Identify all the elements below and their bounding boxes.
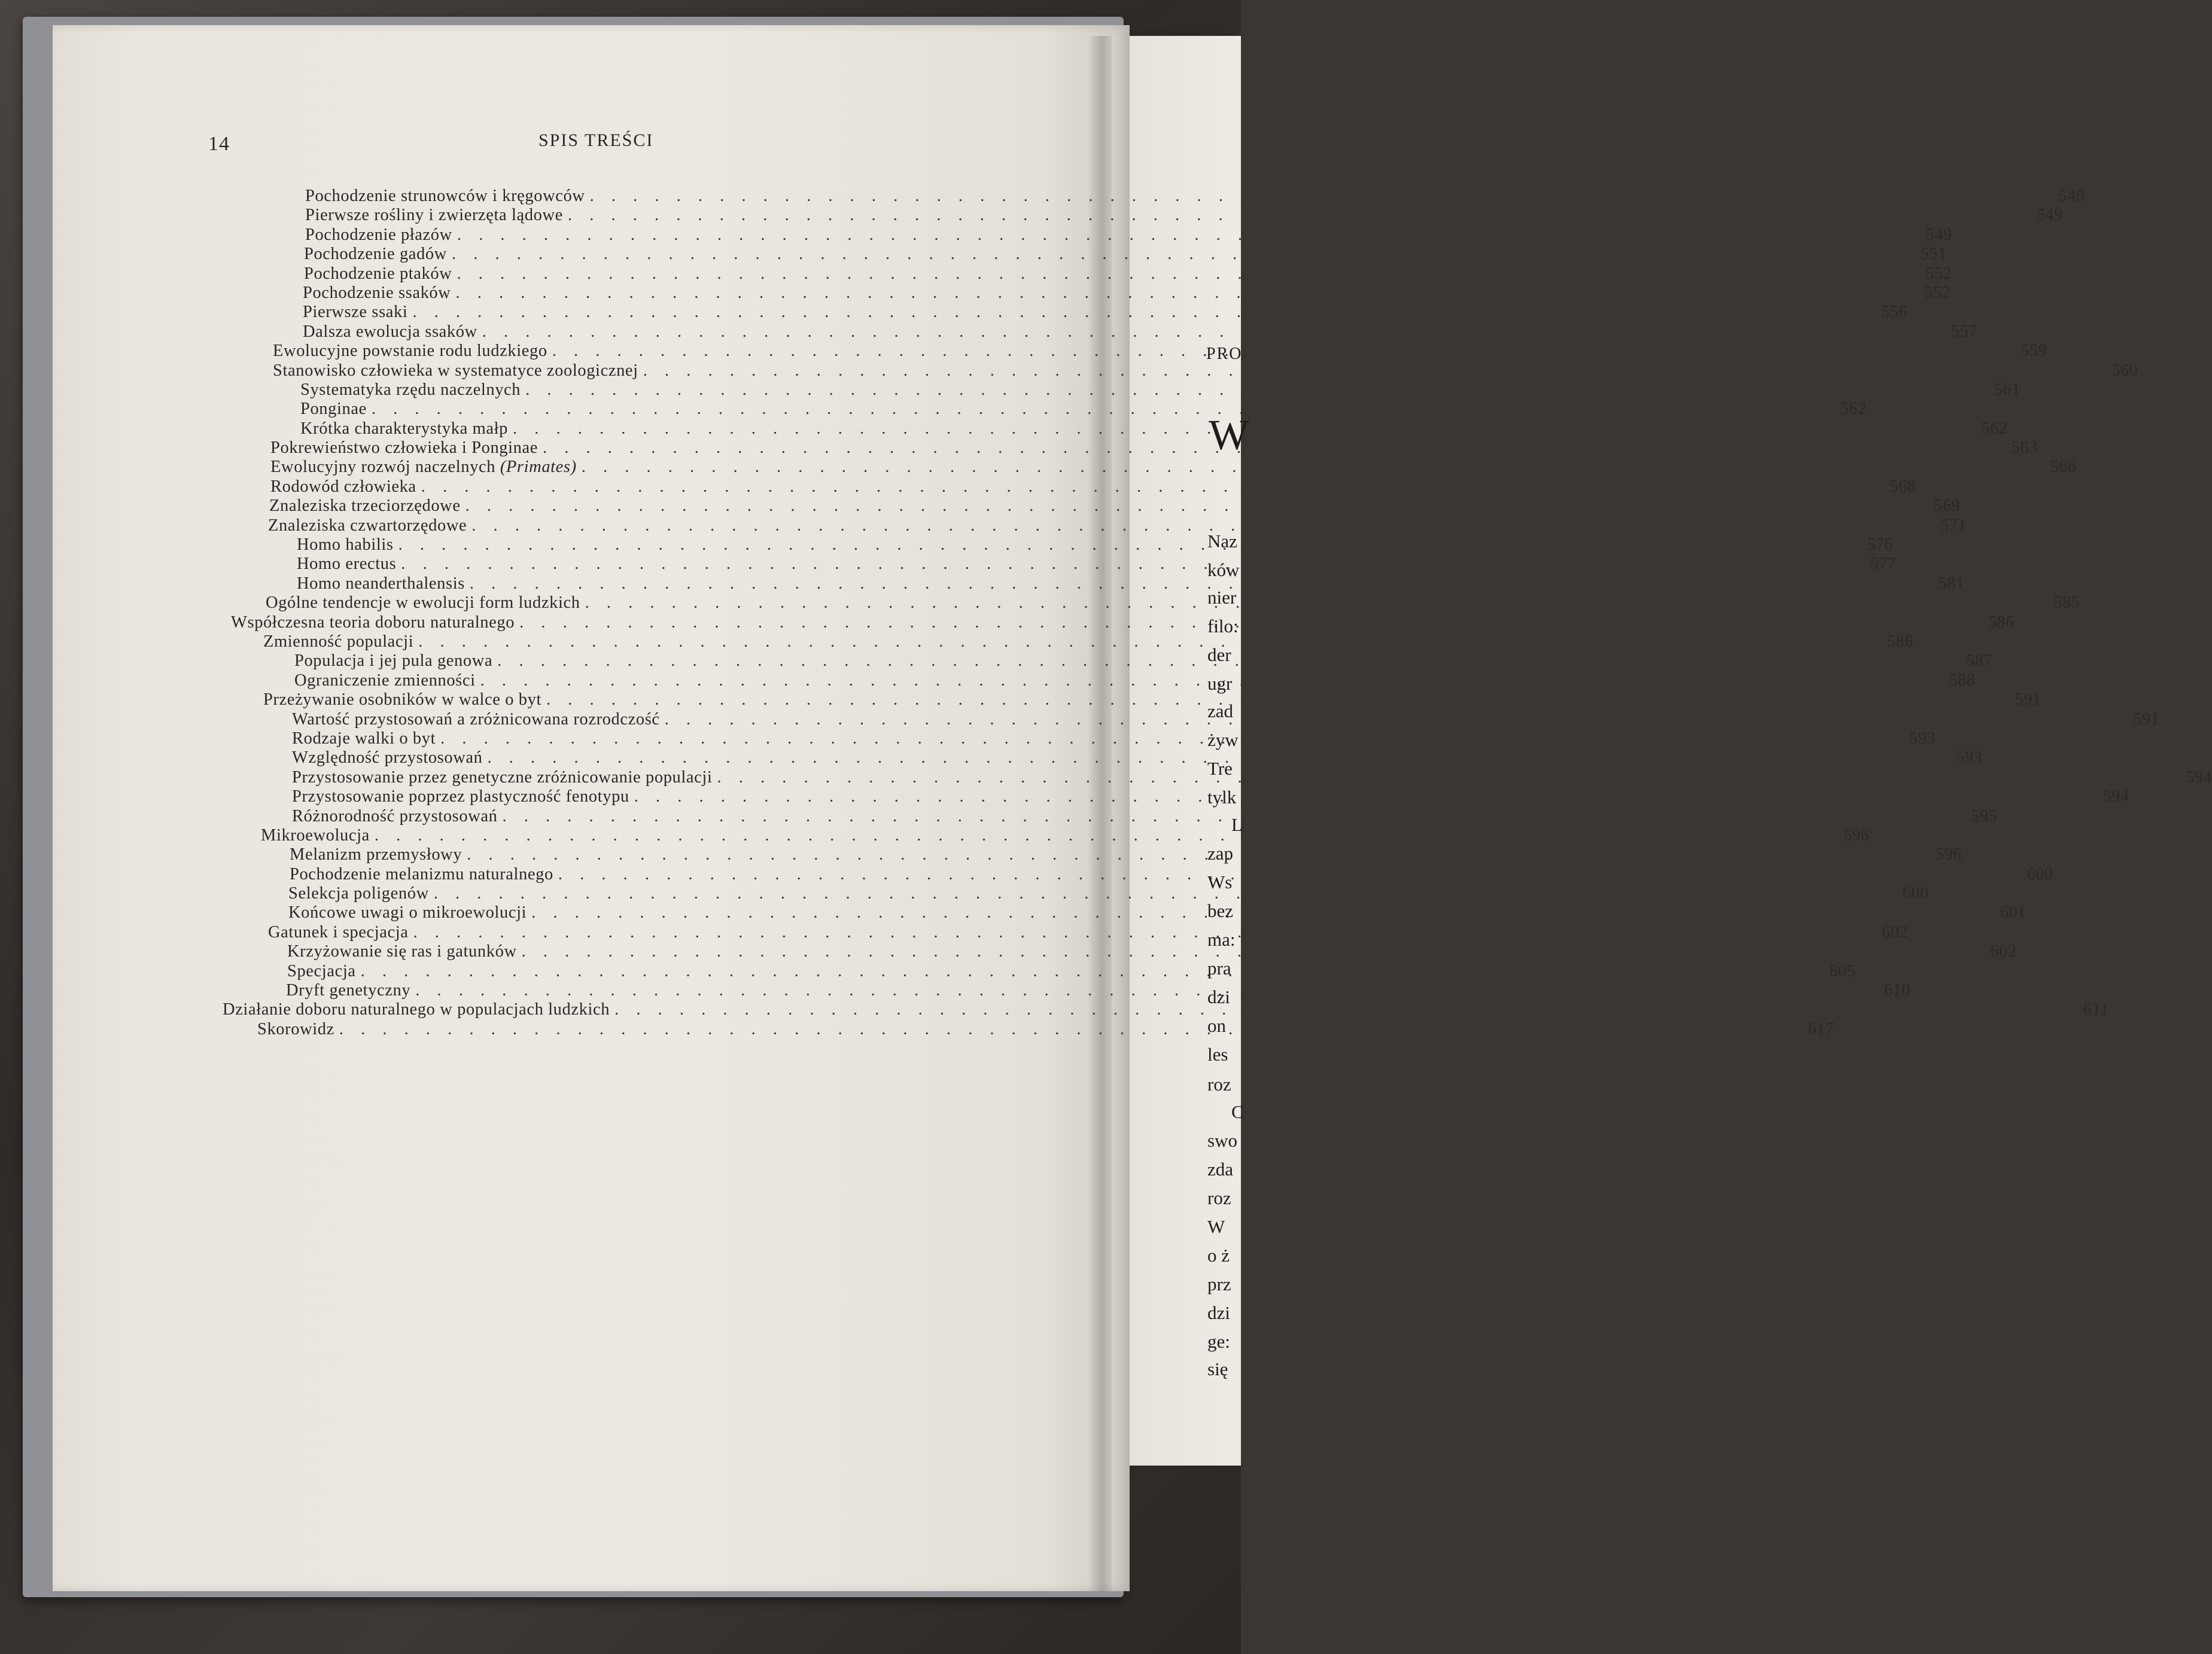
- toc-entry-title: Zmienność populacji: [263, 632, 414, 651]
- dot-leader: [643, 361, 2107, 380]
- dot-leader: [471, 516, 1936, 535]
- dot-leader: [552, 342, 2016, 361]
- toc-entry-page: 586: [1887, 632, 1913, 651]
- toc-entry: [0, 419, 2008, 438]
- toc-entry-title: Pokrewieństwo człowieka i Ponginae: [270, 438, 538, 458]
- right-page-line: dzi: [1207, 1302, 1230, 1323]
- toc-entry-page: 593: [1956, 748, 1983, 767]
- dot-leader: [546, 690, 2010, 709]
- right-page-line: der: [1207, 644, 1231, 665]
- toc-entry-page: 596: [1843, 826, 1870, 845]
- page-number: 14: [208, 133, 230, 155]
- dot-leader: [415, 981, 1879, 1000]
- toc-entry-page: 586: [1988, 613, 2015, 632]
- toc-entry-title: Rodzaje walki o byt: [292, 729, 436, 748]
- toc-entry-title: Ewolucyjne powstanie rodu ludzkiego: [273, 342, 547, 361]
- toc-entry-title: Krzyżowanie się ras i gatunków: [287, 942, 517, 961]
- toc-entry-page: 551: [1920, 245, 1947, 264]
- toc-entry-title: Działanie doboru naturalnego w populacjach ludzkich: [223, 1000, 610, 1019]
- dot-leader: [568, 206, 2032, 225]
- toc-entry-title: Rodowód człowieka: [270, 477, 416, 496]
- toc-entry-title: Znaleziska czwartorzędowe: [268, 516, 467, 535]
- dot-leader: [467, 845, 1931, 864]
- right-page-line: prz: [1207, 1274, 1231, 1294]
- right-page-initial: W: [1209, 411, 1249, 459]
- toc-entry: [0, 225, 1952, 245]
- dot-leader: [398, 535, 1863, 555]
- toc-entry: [0, 884, 1929, 903]
- toc-entry: [0, 458, 2077, 477]
- toc-entry: [0, 400, 1867, 419]
- dot-leader: [590, 187, 2054, 206]
- toc-entry-title: Ewolucyjny rozwój naczelnych (Primates): [270, 458, 577, 477]
- toc-entry-title: Populacja i jej pula genowa: [294, 651, 493, 671]
- dot-leader: [525, 380, 1989, 400]
- toc-entry-title: Pierwsze rośliny i zwierzęta lądowe: [305, 206, 563, 225]
- toc-entry-page: 568: [1890, 477, 1916, 496]
- dot-leader: [418, 632, 1882, 651]
- right-page-line: ków: [1207, 559, 1240, 580]
- toc-entry: [0, 632, 1913, 651]
- toc-entry-title: Dalsza ewolucja ssaków: [303, 322, 477, 341]
- toc-entry-title: Wartość przystosowań a zróżnicowana rozrodczość: [292, 709, 660, 729]
- toc-entry-title: Pochodzenie ptaków: [304, 264, 452, 283]
- dot-leader: [482, 322, 1946, 342]
- right-page-line: się: [1207, 1358, 1228, 1379]
- right-page-line: C: [1231, 1101, 1244, 1122]
- toc-entry-page: 559: [2021, 342, 2047, 361]
- toc-entry-page: 605: [1829, 961, 1856, 980]
- toc-entry-title: Względność przystosowań: [292, 748, 483, 767]
- dot-leader: [401, 555, 1865, 574]
- right-page-line: Tre: [1207, 758, 1233, 779]
- toc-entry: [0, 245, 1947, 264]
- toc-entry-title: Pochodzenie ssaków: [303, 283, 451, 302]
- right-page-line: ma:: [1207, 929, 1236, 950]
- toc-entry-page: 566: [2050, 458, 2077, 477]
- dot-leader: [717, 768, 2181, 787]
- dot-leader: [634, 787, 2098, 806]
- toc-entry-page: 557: [1951, 322, 1977, 341]
- toc-entry-page: 562: [1981, 419, 2008, 438]
- right-page-line: les: [1207, 1044, 1228, 1065]
- toc-entry: [0, 322, 1977, 342]
- right-page-line: L: [1231, 814, 1243, 835]
- toc-entry-title-italic: (Primates): [500, 458, 577, 477]
- toc-entry-page: 576: [1867, 535, 1894, 555]
- dot-leader: [452, 245, 1916, 264]
- toc-entry-page: 594: [2103, 787, 2129, 806]
- right-page-line: dzi: [1207, 986, 1230, 1007]
- right-page-line: filo:: [1207, 616, 1239, 636]
- dot-leader: [519, 613, 1983, 632]
- toc-entry-title: Mikroewolucja: [261, 826, 370, 845]
- right-page-line: on: [1207, 1015, 1226, 1036]
- toc-entry-title: Końcowe uwagi o mikroewolucji: [288, 903, 527, 922]
- dot-leader: [421, 477, 1885, 496]
- toc-entry-title: Pochodzenie melanizmu naturalnego: [290, 864, 553, 884]
- toc-entry-page: 569: [1934, 496, 1961, 516]
- right-page-line: żyw: [1207, 729, 1239, 750]
- toc-entry-title: Przystosowanie przez genetyczne zróżnicowanie populacji: [292, 767, 713, 787]
- toc-entry: [0, 438, 2038, 458]
- toc-entry-page: 617: [1808, 1019, 1834, 1038]
- toc-entry-title: Ograniczenie zmienności: [294, 671, 476, 690]
- right-page-line: roz: [1207, 1187, 1231, 1208]
- right-page-line: ugr: [1207, 673, 1233, 694]
- dot-leader: [434, 884, 1898, 903]
- right-page-line: pra: [1207, 958, 1231, 979]
- toc-entry-page: 591: [2133, 709, 2160, 729]
- dot-leader: [361, 962, 1825, 981]
- right-page-line: Naz: [1207, 531, 1237, 552]
- dot-leader: [522, 942, 1986, 961]
- toc-entry: [0, 361, 2138, 380]
- toc-entry: [0, 942, 2017, 961]
- dot-leader: [558, 865, 2022, 884]
- toc-entry-title: Melanizm przemysłowy: [290, 845, 463, 864]
- toc-entry-title: Przeżywanie osobników w walce o byt: [263, 690, 542, 709]
- toc-entry-title: Skorowidz: [257, 1019, 334, 1038]
- right-page-line: ge:: [1207, 1331, 1230, 1352]
- toc-entry-page: 595: [1971, 806, 1998, 826]
- right-page-heading: PRO: [1206, 345, 1243, 363]
- toc-entry-page: 602: [1990, 942, 2017, 961]
- toc-entry: [0, 380, 2021, 400]
- toc-entry-page: 581: [1938, 574, 1965, 593]
- right-page-line: zap: [1207, 843, 1234, 864]
- toc-entry-page: 593: [1909, 729, 1936, 748]
- toc-entry-page: 587: [1966, 651, 1992, 671]
- dot-leader: [412, 303, 1876, 322]
- toc-entry: [0, 748, 1983, 767]
- toc-entry-title: Znaleziska trzeciorzędowe: [269, 496, 461, 516]
- toc-entry-page: 585: [2053, 593, 2080, 613]
- toc-entry-title: Specjacja: [287, 961, 356, 980]
- toc-entry-title: Współczesna teoria doboru naturalnego: [231, 613, 515, 632]
- toc-entry: [0, 496, 1961, 516]
- toc-entry-title: Selekcja poligenów: [288, 884, 429, 903]
- toc-entry-title: Ogólne tendencje w ewolucji form ludzkich: [266, 593, 580, 613]
- toc-entry-title: Pochodzenie gadów: [304, 245, 447, 264]
- toc-entry: [0, 264, 1952, 284]
- dot-leader: [614, 1000, 2079, 1019]
- dot-leader: [457, 226, 1921, 245]
- right-page-line: zad: [1207, 700, 1234, 721]
- right-page-line: swo: [1207, 1130, 1237, 1151]
- toc-entry-page: 596: [1936, 845, 1962, 864]
- toc-entry-title: Krótka charakterystyka małp: [300, 419, 508, 438]
- toc-entry-page: 591: [2015, 690, 2041, 709]
- toc-entry-title: Pochodzenie płazów: [305, 225, 452, 244]
- toc-entry-page: 563: [2011, 438, 2038, 458]
- toc-entry: [0, 516, 1967, 535]
- right-page-line: zda: [1207, 1159, 1234, 1180]
- toc-entry-title: Ponginae: [300, 400, 367, 419]
- right-page-line: o ż: [1207, 1245, 1230, 1266]
- toc-entry-title: Pierwsze ssaki: [303, 303, 408, 322]
- dot-leader: [585, 593, 2049, 613]
- toc-entry-page: 552: [1924, 283, 1951, 302]
- dot-leader: [470, 574, 1934, 593]
- toc-entry: [0, 826, 1870, 845]
- toc-entry: [0, 303, 1908, 322]
- toc-entry-title: Przystosowanie poprzez plastyczność fenotypu: [292, 787, 629, 806]
- right-page-line: bez: [1207, 900, 1234, 921]
- toc-entry: [0, 206, 2063, 225]
- right-page-line: nier: [1207, 587, 1237, 608]
- dot-leader: [339, 1020, 1803, 1039]
- toc-entry-page: 600: [2027, 864, 2053, 884]
- toc-entry-page: 577: [1870, 555, 1896, 574]
- dot-leader: [531, 900, 1995, 922]
- right-page-line: Ws: [1207, 872, 1233, 893]
- toc-entry-page: 571: [1940, 516, 1967, 535]
- toc-entry-page: 600: [1902, 884, 1929, 903]
- toc-entry-page: 549: [2036, 206, 2063, 225]
- toc-entry: [0, 574, 1965, 593]
- toc-entry-page: 556: [1881, 303, 1908, 322]
- toc-entry-page: 560: [2111, 361, 2138, 380]
- toc-entry-page: 561: [1994, 380, 2021, 399]
- toc-entry: [0, 477, 1916, 496]
- toc-entry-title: Różnorodność przystosowań: [292, 806, 498, 826]
- right-page-line: W: [1207, 1216, 1225, 1237]
- toc-entry-page: 549: [1925, 225, 1952, 244]
- toc-entry: [0, 806, 1998, 826]
- toc-entry: [0, 1000, 2109, 1019]
- dot-leader: [457, 264, 1921, 284]
- right-page-line: tylk: [1207, 787, 1237, 808]
- toc-entry: [0, 187, 2085, 206]
- toc-entry: [0, 690, 2041, 709]
- toc-entry-title: Stanowisko człowieka w systematyce zoologicznej: [273, 361, 638, 380]
- toc-entry: [0, 283, 1951, 303]
- dot-leader: [455, 284, 1919, 303]
- toc-entry-page: 611: [2083, 1000, 2109, 1019]
- toc-entry-page: 588: [1949, 671, 1976, 690]
- toc-entry-title: Pochodzenie strunowców i kręgowców: [305, 187, 585, 205]
- dot-leader: [465, 496, 1930, 516]
- toc-entry-title: Gatunek i specjacja: [268, 922, 409, 942]
- dot-leader: [372, 400, 1836, 419]
- toc-entry-title: Homo habilis: [297, 535, 394, 555]
- toc-entry-page: 562: [1840, 400, 1867, 419]
- toc-entry-page: 601: [2000, 903, 2027, 922]
- dot-leader: [413, 923, 1878, 942]
- toc-entry-page: 602: [1882, 922, 1909, 942]
- dot-leader: [582, 458, 2046, 477]
- right-page-line: roz: [1207, 1074, 1231, 1095]
- toc-entry-title: Dryft genetyczny: [286, 981, 411, 1000]
- toc-entry-page: 610: [1884, 981, 1910, 1000]
- running-title: SPIS TREŚCI: [538, 130, 654, 150]
- toc-entry-title: Homo erectus: [297, 555, 397, 574]
- toc-entry-page: 548: [2058, 187, 2085, 205]
- toc-entry-page: 594: [2186, 767, 2212, 787]
- dot-leader: [543, 438, 2007, 458]
- toc-entry-title: Systematyka rzędu naczelnych: [300, 380, 521, 399]
- dot-leader: [440, 729, 1904, 748]
- dot-leader: [665, 710, 2129, 729]
- toc-entry-page: 552: [1925, 264, 1952, 283]
- dot-leader: [375, 826, 1839, 845]
- toc-entry-title: Homo neanderthalensis: [297, 574, 465, 593]
